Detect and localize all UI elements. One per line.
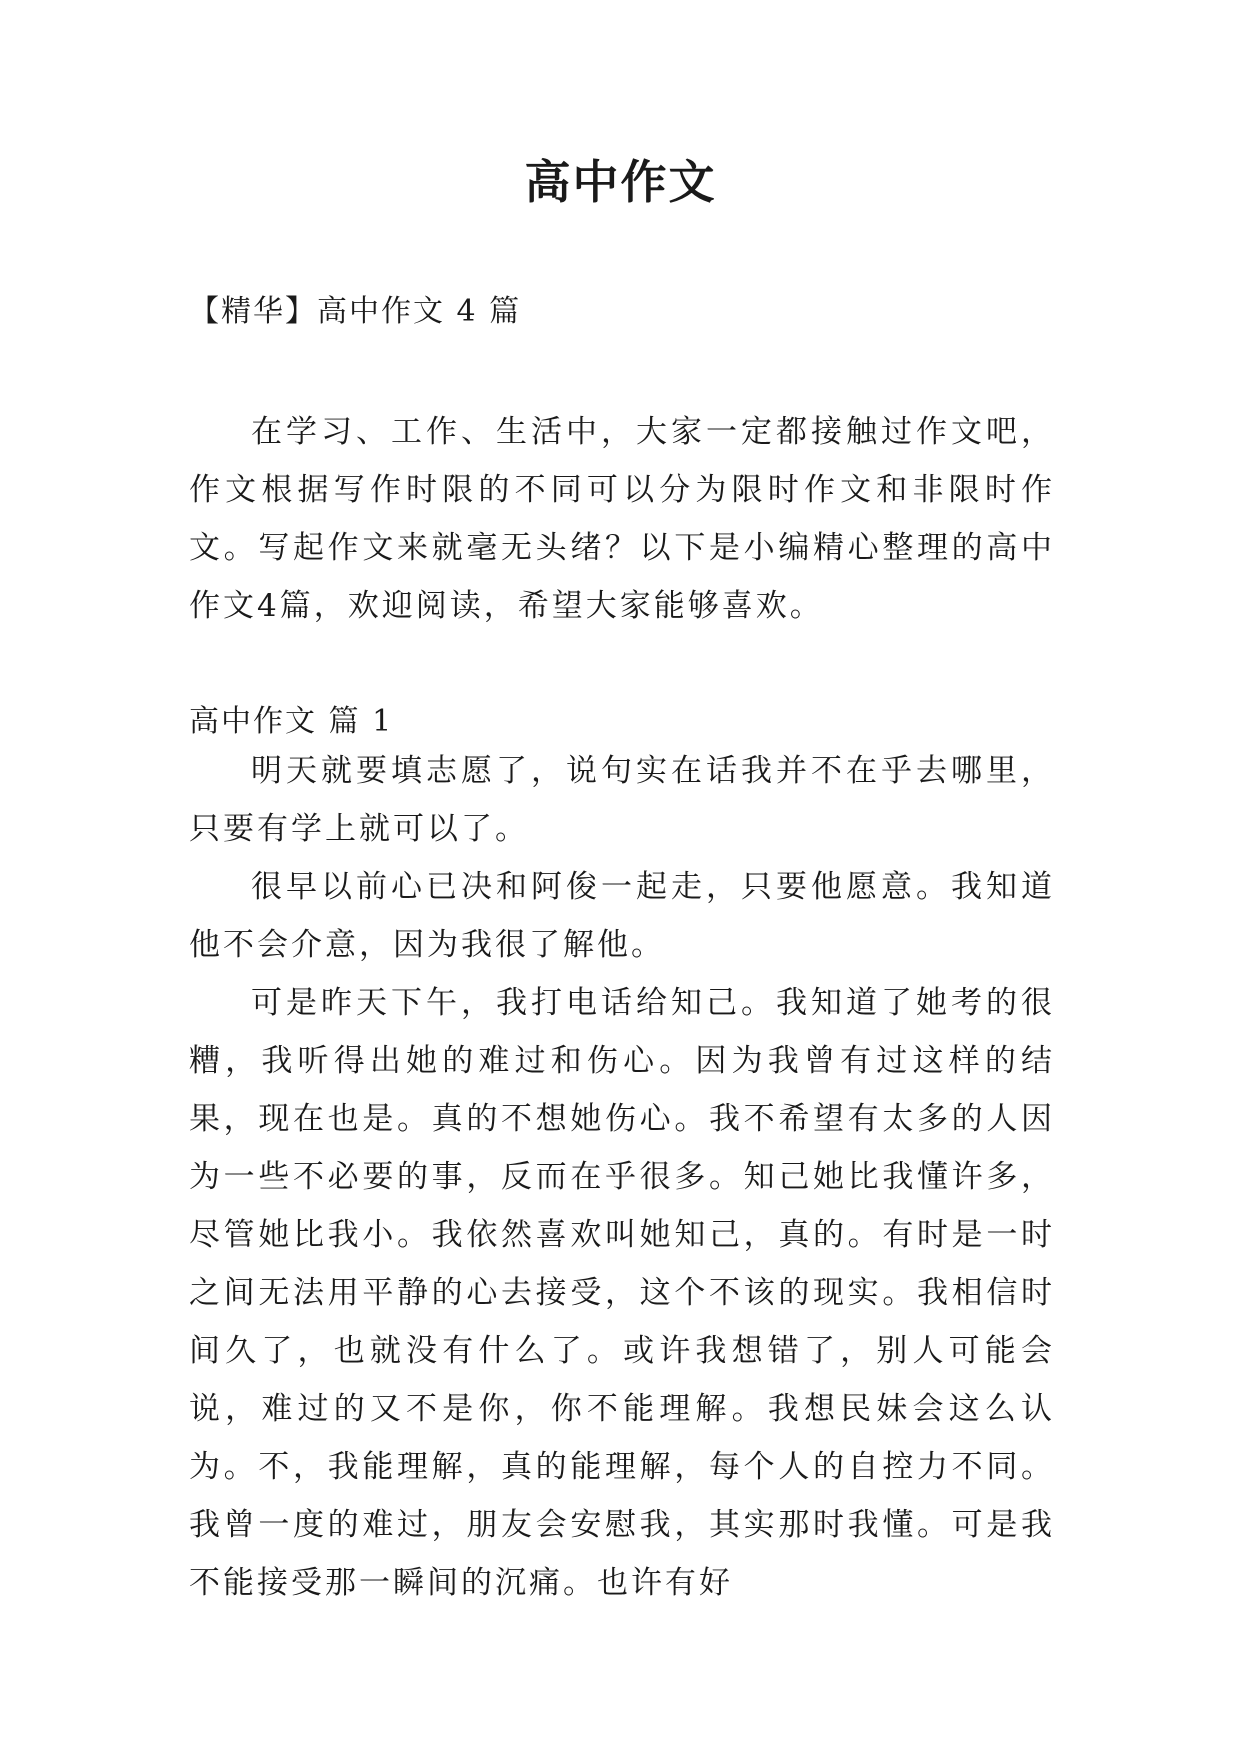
essay-paragraph: 很早以前心已决和阿俊一起走，只要他愿意。我知道他不会介意，因为我很了解他。: [189, 869, 1055, 963]
essay-paragraph: 明天就要填志愿了，说句实在话我并不在乎去哪里，只要有学上就可以了。: [189, 753, 1055, 847]
intro-paragraph: 在学习、工作、生活中，大家一定都接触过作文吧，作文根据写作时限的不同可以分为限时作文和非限时作文。写起作文来就毫无头绪？以下是小编精心整理的高中作文4篇，欢迎阅读，希望大家能够喜欢。: [189, 414, 1055, 624]
document-subtitle: 【精华】高中作文 4 篇: [189, 294, 522, 329]
section-heading: 高中作文 篇 1: [189, 704, 394, 739]
essay-body: [189, 742, 1055, 1612]
intro-block: [189, 403, 1055, 635]
essay-paragraph: 可是昨天下午，我打电话给知己。我知道了她考的很糟，我听得出她的难过和伤心。因为我曾有过这样的结果，现在也是。真的不想她伤心。我不希望有太多的人因为一些不必要的事，反而在乎很多。知己她比我懂许多，尽管她比我小。我依然喜欢叫她知己，真的。有时是一时之间无法用平静的心去接受，这个不该的现实。我相信时间久了，也就没有什么了。或许我想错了，别人可能会说，难过的又不是你，你不能理解。我想民妹会这么认为。不，我能理解，真的能理解，每个人的自控力不同。我曾一度的难过，朋友会安慰我，其实那时我懂。可是我不能接受那一瞬间的沉痛。也许有好: [189, 985, 1055, 1601]
document-title: 高中作文: [524, 155, 717, 209]
